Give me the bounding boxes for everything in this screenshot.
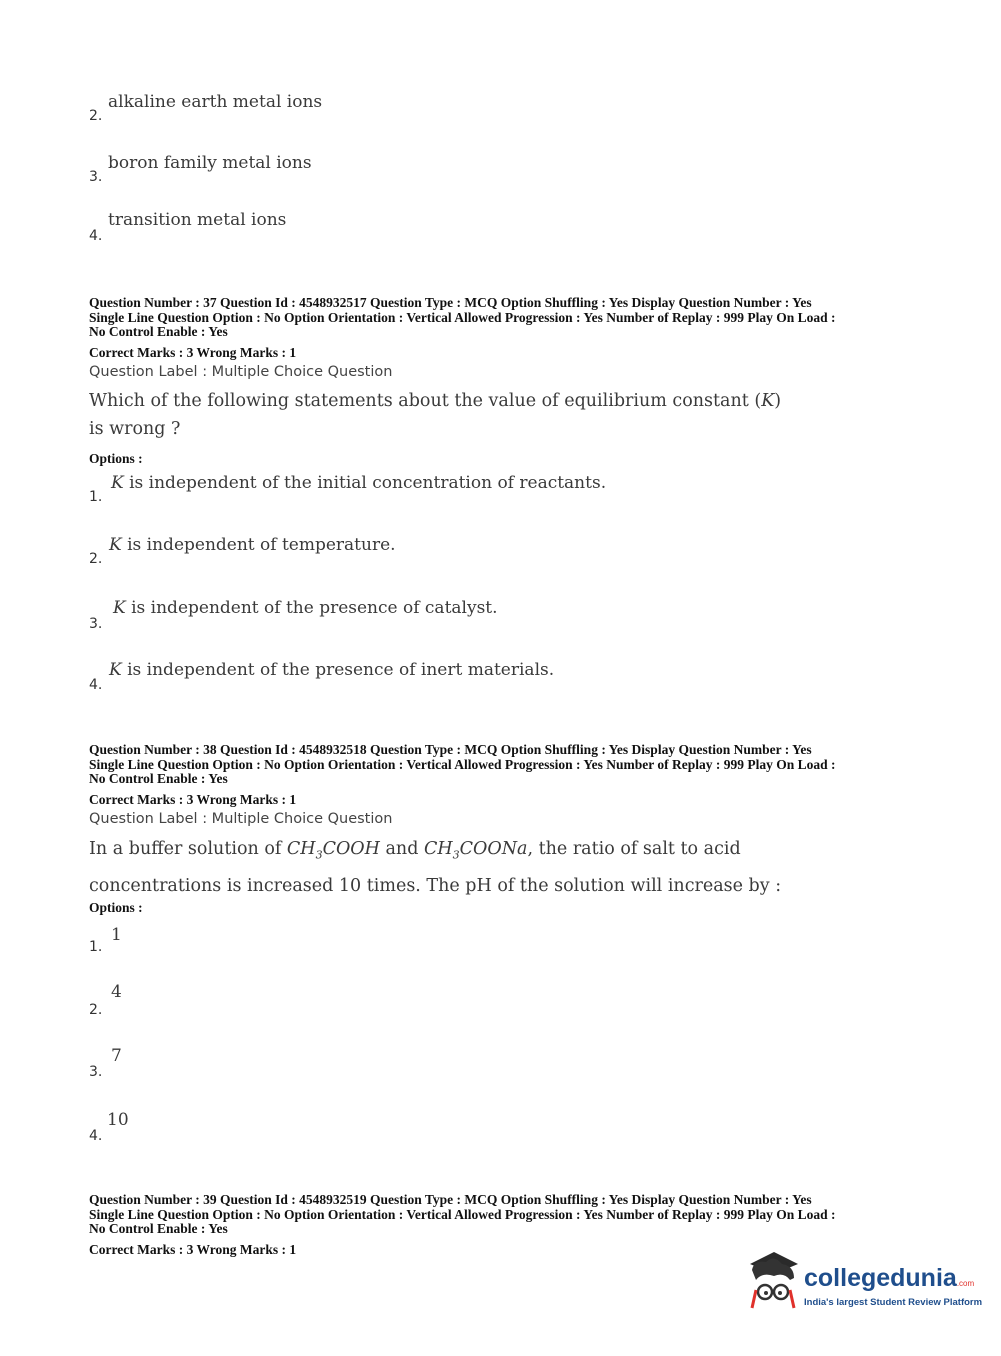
option-text: boron family metal ions — [108, 153, 312, 173]
q37-meta — [89, 296, 836, 340]
q37-meta-line1: Question Number : 37 Question Id : 4548932517 Question Type : MCQ Option Shuffling : Yes Display Question Number : Yes — [89, 295, 812, 310]
option-number: 3. — [89, 169, 103, 185]
option-number: 3. — [89, 616, 103, 632]
q38-meta-line1: Question Number : 38 Question Id : 4548932518 Question Type : MCQ Option Shuffling : Yes Display Question Number : Yes — [89, 742, 812, 757]
q37-marks: Correct Marks : 3 Wrong Marks : 1 — [89, 345, 297, 360]
option-number: 3. — [89, 1064, 103, 1080]
option-text: K is independent of temperature. — [109, 535, 396, 555]
option-number: 2. — [89, 108, 103, 124]
option-number: 4. — [89, 1128, 103, 1144]
q38-marks: Correct Marks : 3 Wrong Marks : 1 — [89, 792, 297, 807]
option-text: 4 — [111, 982, 122, 1002]
option-text: 1 — [111, 925, 122, 945]
q38-meta — [89, 743, 836, 787]
logo-brand: collegedunia.com — [804, 1264, 975, 1292]
option-text: alkaline earth metal ions — [108, 92, 323, 112]
option-text: 7 — [111, 1046, 122, 1066]
option-text: 10 — [107, 1110, 129, 1130]
q39-meta-line2: Single Line Question Option : No Option Orientation : Vertical Allowed Progression : Yes Number of Replay : 999 Play On Load : — [89, 1206, 836, 1222]
q37-question-text: Which of the following statements about the value of equilibrium constant (K) is wrong ? — [89, 391, 782, 439]
q38-meta-line2: Single Line Question Option : No Option Orientation : Vertical Allowed Progression : Yes Number of Replay : 999 Play On Load : — [89, 756, 836, 772]
q38-label: Question Label : Multiple Choice Question — [89, 811, 393, 827]
option-number: 4. — [89, 677, 103, 693]
q38-question-text: In a buffer solution of $CH_3COOH$ and $CH_3COONa$, the ratio of salt to acid concentrations is increased 10 times. The pH of the solution will increase by : — [89, 839, 782, 896]
q37-options-label: Options : — [89, 451, 143, 466]
option-text: transition metal ions — [108, 210, 287, 230]
q37-meta-line3: No Control Enable : Yes — [89, 324, 228, 340]
option-text: K is independent of the initial concentration of reactants. — [111, 473, 607, 493]
mascot-icon — [744, 1250, 802, 1314]
q39-meta-line3: No Control Enable : Yes — [89, 1221, 228, 1237]
option-number: 2. — [89, 551, 103, 567]
option-number: 1. — [89, 939, 103, 955]
q39-meta — [89, 1193, 836, 1237]
q38-meta-line3: No Control Enable : Yes — [89, 771, 228, 787]
q37-label: Question Label : Multiple Choice Question — [89, 364, 393, 380]
option-text: K is independent of the presence of catalyst. — [113, 598, 498, 618]
q37-meta-line2: Single Line Question Option : No Option Orientation : Vertical Allowed Progression : Yes Number of Replay : 999 Play On Load : — [89, 309, 836, 325]
q38-options-label: Options : — [89, 900, 143, 915]
q39-meta-line1: Question Number : 39 Question Id : 4548932519 Question Type : MCQ Option Shuffling : Yes Display Question Number : Yes — [89, 1192, 812, 1207]
option-number: 4. — [89, 228, 103, 244]
option-text: K is independent of the presence of inert materials. — [109, 660, 555, 680]
logo-tagline: India's largest Student Review Platform — [804, 1297, 983, 1308]
q39-marks: Correct Marks : 3 Wrong Marks : 1 — [89, 1242, 297, 1257]
option-number: 2. — [89, 1002, 103, 1018]
option-number: 1. — [89, 489, 103, 505]
collegedunia-logo[interactable] — [744, 1250, 983, 1318]
